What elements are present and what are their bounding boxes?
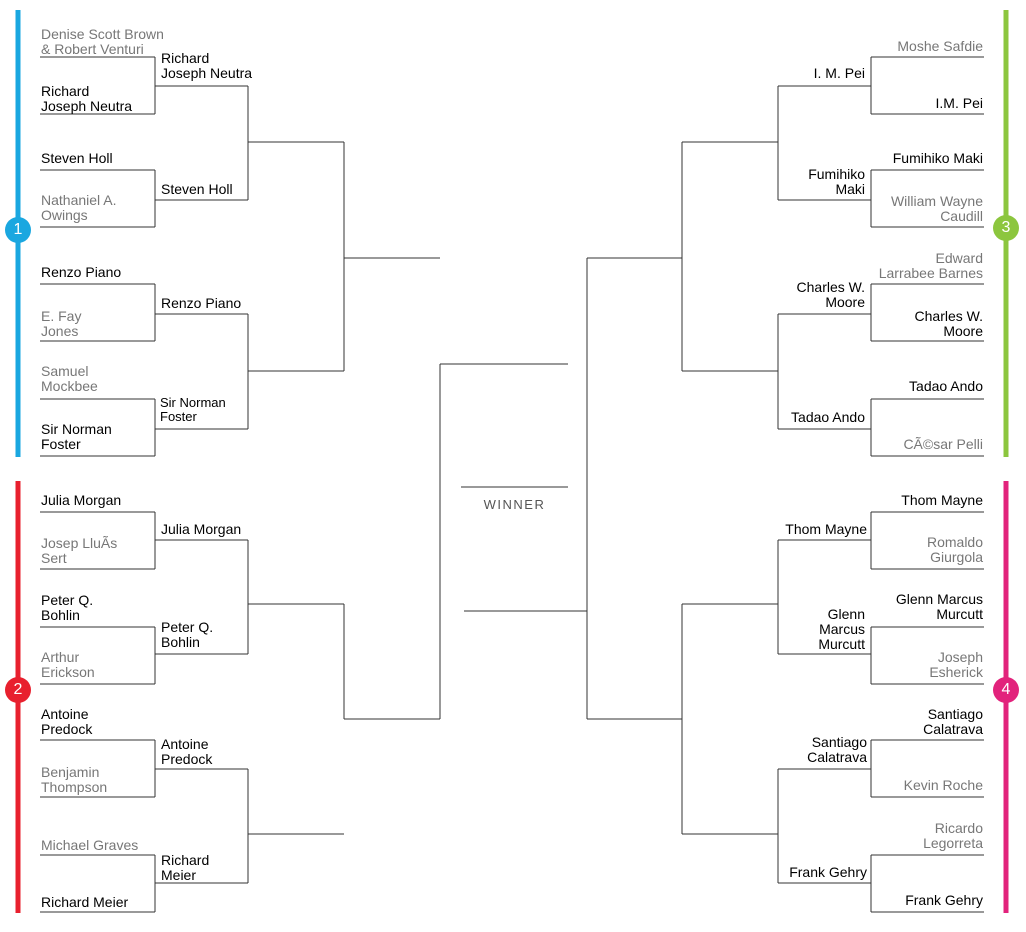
entry-r1-6: E. Fay Jones: [41, 308, 82, 339]
entry-r1-w4: Sir Norman Foster: [160, 395, 226, 424]
entry-r3-w2: Fumihiko Maki: [808, 166, 865, 197]
entry-r2-w4: Richard Meier: [161, 852, 210, 883]
entry-r2-w1: Julia Morgan: [161, 521, 242, 537]
entry-r4-4: Joseph Esherick: [929, 649, 983, 680]
entry-r1-4: Nathaniel A. Owings: [41, 192, 117, 223]
entry-r4-6: Kevin Roche: [903, 777, 983, 793]
entry-r3-4: William Wayne Caudill: [890, 193, 983, 224]
entry-r4-3: Glenn Marcus Murcutt: [895, 591, 983, 622]
entry-r1-8: Sir Norman Foster: [41, 421, 112, 452]
entry-r3-2: I.M. Pei: [935, 95, 983, 111]
entry-r3-1: Moshe Safdie: [897, 38, 983, 54]
entry-r4-5: Santiago Calatrava: [923, 706, 983, 737]
entry-r2-4: Arthur Erickson: [41, 649, 95, 680]
entry-r2-w3: Antoine Predock: [161, 736, 213, 767]
entry-r1-5: Renzo Piano: [41, 264, 122, 280]
entry-r1-7: Samuel Mockbee: [41, 363, 98, 394]
entry-r2-1: Julia Morgan: [41, 492, 122, 508]
entry-r2-5: Antoine Predock: [41, 706, 93, 737]
winner-label: WINNER: [483, 497, 546, 512]
entry-r1-3: Steven Holl: [41, 150, 113, 166]
entry-r2-2: Josep LluÃs Sert: [41, 535, 118, 566]
region-1-badge: 1: [5, 217, 31, 243]
entry-r2-8: Richard Meier: [41, 894, 129, 910]
entry-r3-3: Fumihiko Maki: [892, 150, 983, 166]
entry-r4-w3: Santiago Calatrava: [807, 734, 867, 765]
entry-r4-2: Romaldo Giurgola: [926, 534, 983, 565]
region-2-badge: 2: [5, 677, 31, 703]
entry-r1-w1: Richard Joseph Neutra: [161, 50, 253, 81]
entry-r2-3: Peter Q. Bohlin: [41, 592, 94, 623]
entry-r3-w1: I. M. Pei: [813, 65, 865, 81]
entry-r3-6: Charles W. Moore: [914, 308, 983, 339]
entry-r1-w3: Renzo Piano: [161, 295, 242, 311]
entry-r4-7: Ricardo Legorreta: [923, 820, 983, 851]
entry-r4-w2: Glenn Marcus Murcutt: [818, 606, 865, 652]
entry-r1-w2: Steven Holl: [161, 181, 233, 197]
entry-r4-8: Frank Gehry: [905, 892, 983, 908]
entry-r3-7: Tadao Ando: [909, 378, 983, 394]
entry-r1-2: Richard Joseph Neutra: [41, 83, 133, 114]
entry-r3-w3: Charles W. Moore: [796, 279, 865, 310]
region-3-badge: 3: [993, 215, 1019, 241]
entry-r3-w4: Tadao Ando: [791, 409, 865, 425]
entry-r3-5: Edward Larrabee Barnes: [878, 250, 983, 281]
entry-r3-8: CÃ©sar Pelli: [903, 436, 983, 452]
entry-r2-w2: Peter Q. Bohlin: [161, 619, 214, 650]
entry-r4-1: Thom Mayne: [901, 492, 983, 508]
region-4-badge: 4: [993, 677, 1019, 703]
entry-r2-6: Benjamin Thompson: [41, 764, 108, 795]
entry-r1-1: Denise Scott Brown & Robert Venturi: [41, 26, 164, 57]
entry-r4-w4: Frank Gehry: [789, 864, 867, 880]
entry-r2-7: Michael Graves: [41, 837, 139, 853]
entry-r4-w1: Thom Mayne: [785, 521, 867, 537]
